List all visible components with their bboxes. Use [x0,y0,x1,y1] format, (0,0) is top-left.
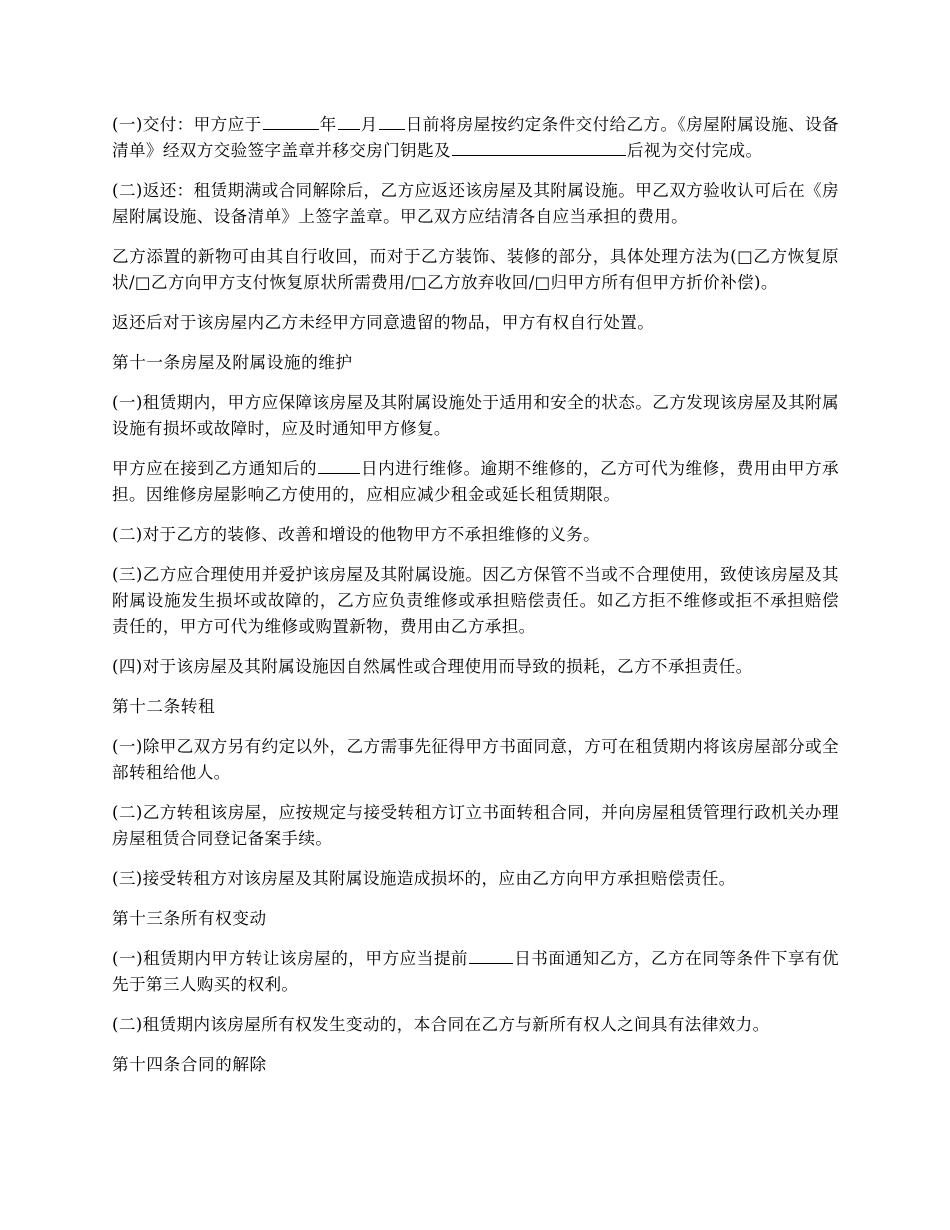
paragraph-ownership-2: (二)租赁期内该房屋所有权发生变动的，本合同在乙方与新所有权人之间具有法律效力。 [112,1015,770,1034]
paragraph-maintenance-2: (二)对于乙方的装修、改善和增设的他物甲方不承担维修的义务。 [112,525,601,544]
paragraph-ownership-1 [112,946,839,998]
text-segment: 日内进行维修。逾期不维修的，乙方可代为维修，费用由甲方承担。因维修房屋影响乙方使用的，应相应减少租金或延长租赁期限。 [112,459,839,504]
article-11-heading: 第十一条房屋及附属设施的维护 [112,353,353,372]
blank-notice-days [469,948,513,964]
paragraph-left-items: 返还后对于该房屋内乙方未经甲方同意遗留的物品，甲方有权自行处置。 [112,313,655,332]
text-segment: (一)交付：甲方应于 [112,115,262,134]
text-segment: 甲方应在接到乙方通知后的 [112,459,317,478]
paragraph-additions: 乙方添置的新物可由其自行收回，而对于乙方装饰、装修的部分，具体处理方法为(□乙方恢复原状/□乙方向甲方支付恢复原状所需费用/□乙方放弃收回/□归甲方所有但甲方折价补偿)。 [112,247,839,292]
blank-year [263,114,319,130]
paragraph-maintenance-1: (一)租赁期内，甲方应保障该房屋及其附属设施处于适用和安全的状态。乙方发现该房屋及其附属设施有损坏或故障时，应及时通知甲方修复。 [112,393,839,438]
article-12-heading: 第十二条转租 [112,697,216,716]
paragraph-sublease-1: (一)除甲乙双方另有约定以外，乙方需事先征得甲方书面同意，方可在租赁期内将该房屋部分或全部转租给他人。 [112,737,839,782]
paragraph-repair-days [112,456,839,508]
paragraph-sublease-2: (二)乙方转租该房屋，应按规定与接受转租方订立书面转租合同，并向房屋租赁管理行政机关办理房屋租赁合同登记备案手续。 [112,803,839,848]
article-14-heading: 第十四条合同的解除 [112,1055,267,1074]
text-segment: 后视为交付完成。 [626,141,763,160]
paragraph-maintenance-3: (三)乙方应合理使用并爱护该房屋及其附属设施。因乙方保管不当或不合理使用，致使该房屋及其附属设施发生损坏或故障的，乙方应负责维修或承担赔偿责任。如乙方拒不维修或拒不承担赔偿责任的，甲方可代为维修或购置新物，费用由乙方承担。 [112,565,839,636]
text-segment: 日前将房屋按约定条件交付给乙方。《房屋附属设施、设备清单》经双方交验签字盖章并移交房门钥匙及 [112,115,839,160]
text-segment: 月 [360,115,378,134]
blank-repair-days [318,458,360,474]
text-segment: 年 [319,115,337,134]
text-segment: 日书面通知乙方，乙方在同等条件下享有优先于第三人购买的权利。 [112,949,839,994]
blank-month [338,114,360,130]
document-body [112,112,839,1092]
paragraph-maintenance-4: (四)对于该房屋及其附属设施因自然属性或合理使用而导致的损耗，乙方不承担责任。 [112,657,753,676]
blank-day [379,114,405,130]
paragraph-sublease-3: (三)接受转租方对该房屋及其附属设施造成损坏的，应由乙方向甲方承担赔偿责任。 [112,869,736,888]
paragraph-delivery [112,112,839,164]
paragraph-return: (二)返还：租赁期满或合同解除后，乙方应返还该房屋及其附属设施。甲乙双方验收认可后在《房屋附属设施、设备清单》上签字盖章。甲乙双方应结清各自应当承担的费用。 [112,181,839,226]
blank-items [452,140,626,156]
text-segment: (一)租赁期内甲方转让该房屋的，甲方应当提前 [112,949,469,968]
article-13-heading: 第十三条所有权变动 [112,909,267,928]
